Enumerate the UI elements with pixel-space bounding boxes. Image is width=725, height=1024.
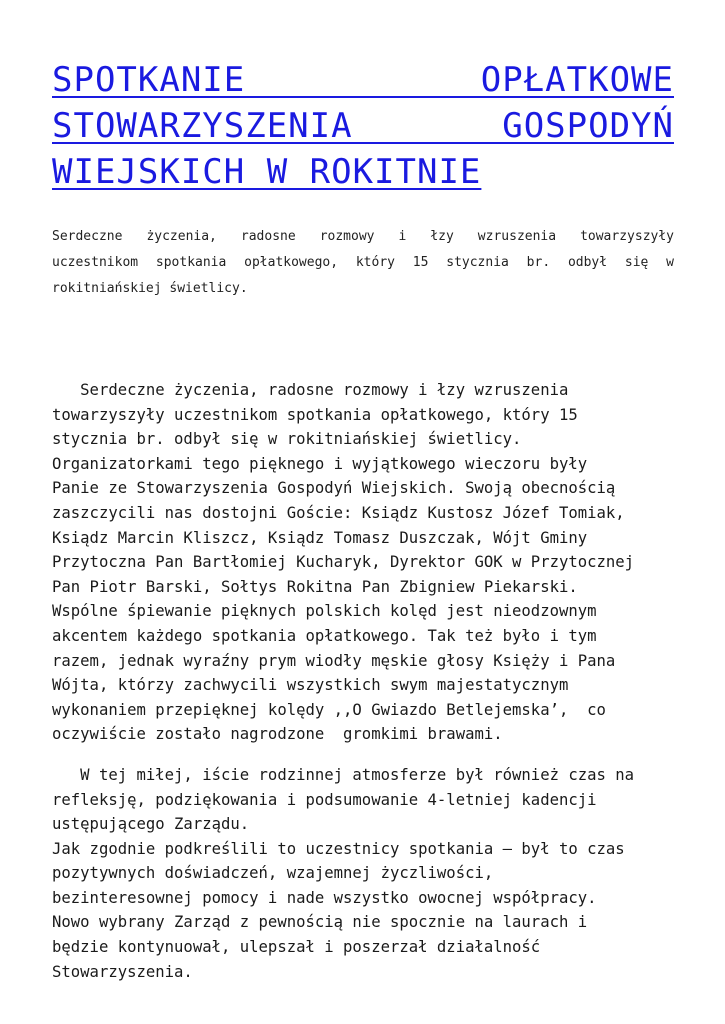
body-line: Nowo wybrany Zarząd z pewnością nie spocznie na laurach i: [52, 913, 588, 932]
article-excerpt: [52, 224, 674, 302]
body-line: Jak zgodnie podkreślili to uczestnicy spotkania – był to czas: [52, 839, 625, 858]
body-line: stycznia br. odbył się w rokitniańskiej świetlicy.: [52, 430, 522, 449]
body-line: W tej miłej, iście rodzinnej atmosferze był również czas na: [52, 765, 635, 784]
body-line: ustępującego Zarządu.: [52, 815, 250, 834]
article-title-link[interactable]: [52, 57, 674, 195]
body-line: refleksję, podziękowania i podsumowanie 4-letniej kadencji: [52, 790, 597, 809]
body-line: Ksiądz Marcin Kliszcz, Ksiądz Tomasz Duszczak, Wójt Gminy: [52, 528, 588, 547]
body-line: Pan Piotr Barski, Sołtys Rokitna Pan Zbigniew Piekarski.: [52, 577, 578, 596]
body-line: razem, jednak wyraźny prym wiodły męskie głosy Księży i Pana: [52, 651, 616, 670]
excerpt-line: uczestnikom spotkania opłatkowego, który 15 stycznia br. odbył się w: [52, 255, 674, 270]
body-line: Organizatorkami tego pięknego i wyjątkowego wieczoru były: [52, 454, 588, 473]
body-line: będzie kontynuował, ulepszał i poszerzał działalność: [52, 938, 541, 957]
article-title: [52, 57, 674, 195]
excerpt-line: rokitniańskiej świetlicy.: [52, 281, 248, 296]
body-line: towarzyszyły uczestnikom spotkania opłatkowego, który 15: [52, 405, 578, 424]
body-paragraph-2: [52, 763, 674, 984]
body-line: Wójta, którzy zachwycili wszystkich swym majestatycznym: [52, 676, 569, 695]
title-line: SPOTKANIE OPŁATKOWE: [52, 60, 674, 100]
article-body: [52, 378, 674, 984]
body-line: oczywiście zostało nagrodzone gromkimi brawami.: [52, 725, 503, 744]
excerpt-line: Serdeczne życzenia, radosne rozmowy i łzy wzruszenia towarzyszyły: [52, 229, 674, 244]
body-line: akcentem każdego spotkania opłatkowego. Tak też było i tym: [52, 626, 597, 645]
body-line: Przytoczna Pan Bartłomiej Kucharyk, Dyrektor GOK w Przytocznej: [52, 553, 635, 572]
title-line: STOWARZYSZENIA GOSPODYŃ: [52, 106, 674, 146]
body-line: Stowarzyszenia.: [52, 962, 193, 981]
body-paragraph-1: [52, 378, 674, 747]
title-line: WIEJSKICH W ROKITNIE: [52, 152, 482, 192]
body-line: pozytywnych doświadczeń, wzajemnej życzliwości,: [52, 864, 494, 883]
body-line: Serdeczne życzenia, radosne rozmowy i łzy wzruszenia: [52, 381, 569, 399]
article: [52, 0, 674, 984]
body-line: zaszczycili nas dostojni Goście: Ksiądz Kustosz Józef Tomiak,: [52, 503, 625, 522]
body-line: bezinteresownej pomocy i nade wszystko owocnej współpracy.: [52, 888, 597, 907]
body-line: Wspólne śpiewanie pięknych polskich kolęd jest nieodzownym: [52, 602, 597, 621]
body-line: Panie ze Stowarzyszenia Gospodyń Wiejskich. Swoją obecnością: [52, 479, 616, 498]
body-line: wykonaniem przepięknej kolędy ,,O Gwiazdo Betlejemska’, co: [52, 700, 606, 719]
